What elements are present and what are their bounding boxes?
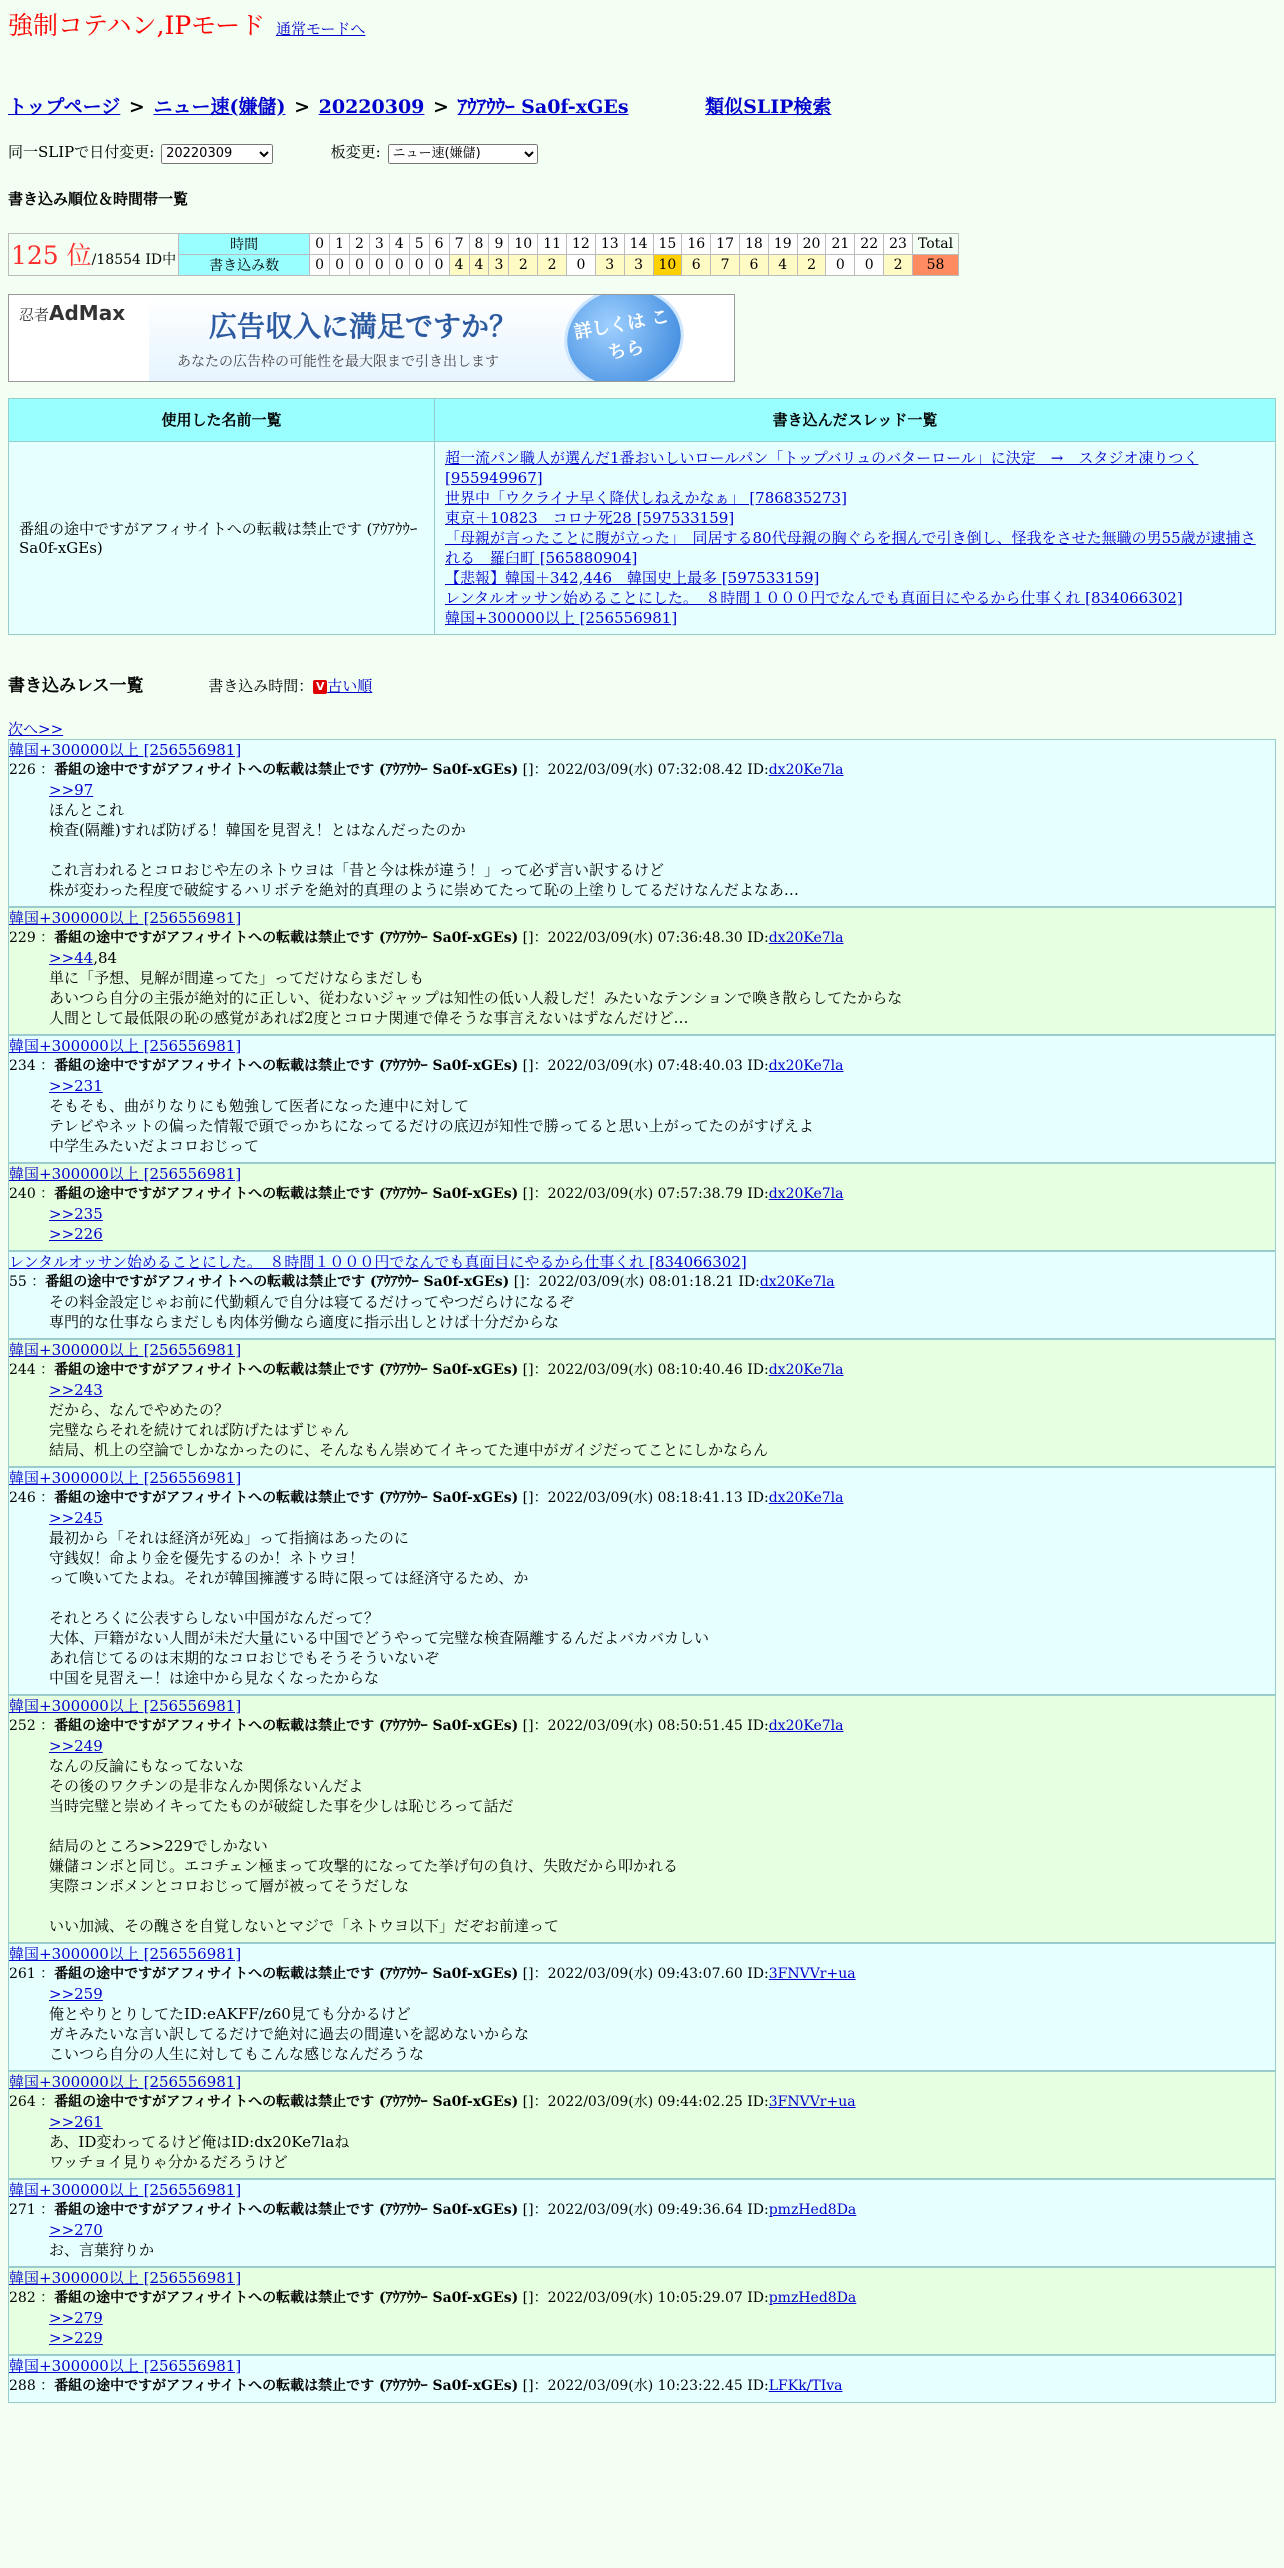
post-number: 55 [9,1273,27,1290]
used-name-cell: 番組の途中ですがアフィサイトへの転載は禁止です (ｱｳｱｳｳｰ Sa0f-xGEs) [9,441,435,634]
thread-link[interactable]: 【悲報】韓国＋342,446 韓国史上最多 [597533159] [445,568,820,587]
count-cell: 4 [768,254,797,275]
post-meta: []：2022/03/09(水) 07:32:08.42 ID: [522,761,769,778]
post-meta: []：2022/03/09(水) 08:01:18.21 ID: [513,1273,760,1290]
count-cell: 6 [682,254,711,275]
post [8,1251,1276,1339]
normal-mode-link[interactable]: 通常モードへ [275,20,366,38]
count-cell: 3 [489,254,509,275]
post-thread-link[interactable]: 韓国+300000以上 [256556981] [9,740,242,759]
post-thread-link[interactable]: 韓国+300000以上 [256556981] [9,1164,242,1183]
post-number: 229 [9,929,36,946]
rank-cell [9,233,179,275]
post-header: 271 ：番組の途中ですがアフィサイトへの転載は禁止です (ｱｳｱｳｳｰ Sa0f-xGEs) []：2022/03/09(水) 09:49:36.64 ID:pmzHed8Da [9,2201,857,2218]
post-thread-link[interactable]: 韓国+300000以上 [256556981] [9,2356,242,2375]
hour-cell: 21 [826,233,855,254]
post-text: そもそも、曲がりなりにも勉強して医者になった連中に対して テレビやネットの偏った情報で頭でっかちになってるだけの底辺が知性で勝ってると思い上がってたのがすげえよ 中学生みたいだよコロおじって [49,1096,814,1155]
count-cell: 2 [509,254,538,275]
hour-cell: 9 [489,233,509,254]
post-author: 番組の途中ですがアフィサイトへの転載は禁止です (ｱｳｱｳｳｰ Sa0f-xGEs) [54,2289,519,2306]
ad-headline: 広告収入に満足ですか？ [209,309,518,343]
post-id-link[interactable]: dx20Ke7la [768,761,844,778]
post-id-link[interactable]: dx20Ke7la [759,1273,835,1290]
date-select[interactable] [161,144,273,164]
hour-cell: 20 [797,233,826,254]
count-cell: 4 [469,254,489,275]
post-author: 番組の途中ですがアフィサイトへの転載は禁止です (ｱｳｱｳｳｰ Sa0f-xGEs) [45,1273,510,1290]
count-cell: 6 [739,254,768,275]
old-order-link[interactable]: 古い順 [327,676,373,695]
ranking-heading: 書き込み順位＆時間帯一覧 [8,189,189,208]
count-row-label: 書き込み数 [179,254,310,275]
post-id-link[interactable]: pmzHed8Da [768,2201,857,2218]
hour-cell: 1 [330,233,350,254]
breadcrumb-separator: > [294,96,310,118]
breadcrumb [8,92,1276,119]
post [8,739,1276,907]
post-body [9,1380,1275,1460]
breadcrumb-separator: > [128,96,145,118]
post-header: 229 ：番組の途中ですがアフィサイトへの転載は禁止です (ｱｳｱｳｳｰ Sa0f-xGEs) []：2022/03/09(水) 07:36:48.30 ID:dx20Ke7la [9,929,844,946]
count-cell: 0 [429,254,449,275]
hour-cell: 4 [389,233,409,254]
count-cell: 0 [349,254,369,275]
post-header: 240 ：番組の途中ですがアフィサイトへの転載は禁止です (ｱｳｱｳｳｰ Sa0f-xGEs) []：2022/03/09(水) 07:57:38.79 ID:dx20Ke7la [9,1185,844,1202]
hour-cell: 11 [538,233,567,254]
hour-cell: 2 [349,233,369,254]
post-anchor-link[interactable]: >>44 [49,948,94,967]
sort-time-label: 書き込み時間： [208,676,314,695]
hour-cell: 10 [509,233,538,254]
next-page-row [8,718,1276,739]
post-text: あ、ID変わってるけど俺はID:dx20Ke7laね ワッチョイ見りゃ分かるだろうけど [49,2132,350,2171]
count-cell: 2 [538,254,567,275]
post-meta: []：2022/03/09(水) 09:49:36.64 ID: [522,2201,769,2218]
post-text: ほんとこれ 検査(隔離)すれば防げる！韓国を見習え！とはなんだったのか これ言われるとコロおじや左のネトウヨは「昔と今は株が違う！」って必ず言い訳するけど 株が変わった程度で破綻するハリボテを絶対的真理のように崇めてたって恥の上塗りしてるだけなんだよなあ… [49,800,799,899]
post-header: 234 ：番組の途中ですがアフィサイトへの転載は禁止です (ｱｳｱｳｳｰ Sa0f-xGEs) []：2022/03/09(水) 07:48:40.03 ID:dx20Ke7la [9,1057,844,1074]
post-author: 番組の途中ですがアフィサイトへの転載は禁止です (ｱｳｱｳｳｰ Sa0f-xGEs) [54,1965,519,1982]
post-thread-link[interactable]: 韓国+300000以上 [256556981] [9,2268,242,2287]
page-title: 強制コテハン,IPモード [8,11,266,40]
breadcrumb-date-link[interactable]: 20220309 [318,96,425,118]
hour-cell: 19 [768,233,797,254]
count-cell: 3 [624,254,653,275]
breadcrumb-slip-link[interactable]: ｱｳｱｳｳｰ Sa0f-xGEs [457,96,629,118]
hour-cell: 7 [449,233,469,254]
post-author: 番組の途中ですがアフィサイトへの転載は禁止です (ｱｳｱｳｳｰ Sa0f-xGEs) [54,761,519,778]
post-body [9,2308,1275,2348]
board-select-label: 板変更: [330,143,381,161]
post-id-link[interactable]: dx20Ke7la [768,1489,844,1506]
hour-cell: 12 [567,233,596,254]
post-body [9,1292,1275,1332]
post-anchor-extra: ,84 [93,948,118,967]
post-thread-link[interactable]: 韓国+300000以上 [256556981] [9,908,242,927]
title-row [8,6,1276,46]
post [8,2071,1276,2179]
post [8,1163,1276,1251]
post [8,1695,1276,1943]
time-row-label: 時間 [179,233,310,254]
post-id-link[interactable]: 3FNVVr+ua [768,1965,856,1982]
count-cell: 0 [409,254,429,275]
count-cell: 0 [389,254,409,275]
count-cell: 2 [884,254,913,275]
post-meta: []：2022/03/09(水) 09:43:07.60 ID: [522,1965,769,1982]
hour-cell: 18 [739,233,768,254]
count-cell: 0 [855,254,884,275]
hour-cell: 23 [884,233,913,254]
count-cell: 2 [797,254,826,275]
post-id-link[interactable]: dx20Ke7la [768,1717,844,1734]
post-meta: []：2022/03/09(水) 08:18:41.13 ID: [522,1489,769,1506]
post-text-link[interactable]: >>226 [49,1224,103,1243]
post-body [9,1984,1275,2064]
post-body [9,2112,1275,2172]
post-author: 番組の途中ですがアフィサイトへの転載は禁止です (ｱｳｱｳｳｰ Sa0f-xGEs) [54,1717,519,1734]
post-number: 234 [9,1057,36,1074]
count-cell: 4 [449,254,469,275]
count-cell: 0 [310,254,330,275]
count-cell: 0 [826,254,855,275]
post-text: 単に「予想、見解が間違ってた」ってだけならまだしも あいつら自分の主張が絶対的に正しい、従わないジャップは知性の低い人殺しだ！みたいなテンションで喚き散らしてたからな 人間として最低限の恥の感覚があれば2度とコロナ関連で偉そうな事言えないはずなんだけど… [49,968,903,1027]
post-meta: []：2022/03/09(水) 08:10:40.46 ID: [522,1361,769,1378]
post-text: 俺とやりとりしてたID:eAKFF/z60見ても分かるけど ガキみたいな言い訳してるだけで絶対に過去の間違いを認めないからな こいつら自分の人生に対してもこんな感じなんだろうな [49,2004,530,2063]
post-header: 282 ：番組の途中ですがアフィサイトへの転載は禁止です (ｱｳｱｳｳｰ Sa0f-xGEs) []：2022/03/09(水) 10:05:29.07 ID:pmzHed8Da [9,2289,857,2306]
post-number: 240 [9,1185,36,1202]
post-text: お、言葉狩りか [49,2240,155,2259]
post-thread-link[interactable]: 韓国+300000以上 [256556981] [9,2180,242,2199]
breadcrumb-top-link[interactable]: トップページ [8,96,121,118]
count-cell: 0 [330,254,350,275]
ad-details-button[interactable]: 詳しくは こちら [556,294,692,382]
thread-link[interactable]: レンタルオッサン始めることにした。 ８時間１０００円でなんでも真面目にやるから仕事くれ [834066302] [445,588,1183,607]
post-number: 252 [9,1717,36,1734]
total-count-cell: 58 [912,254,958,275]
post-text: なんの反論にもなってないな その後のワクチンの是非なんか関係ないんだよ 当時完璧と崇めイキってたものが破綻した事を少しは恥じろって話だ 結局のところ>>229でしかない 嫌儲コンボと同じ。エコチェン極まって攻撃的になってた挙げ句の負け、失敗だから叩かれる 実際コンボメンとコロおじって層が被ってそうだしな いい加減、その醜さを自覚しないとマジで「ネトウヨ以下」だぞお前達って [49,1756,678,1935]
post-author: 番組の途中ですがアフィサイトへの転載は禁止です (ｱｳｱｳｳｰ Sa0f-xGEs) [54,2093,519,2110]
post-meta: []：2022/03/09(水) 10:23:22.45 ID: [522,2377,769,2394]
post-text: だから、なんでやめたの？ 完璧ならそれを続けてれば防げたはずじゃん 結局、机上の空論でしかなかったのに、そんなもん崇めてイキってた連中がガイジだってことにしかならん [49,1400,769,1459]
thread-link[interactable]: 世界中「ウクライナ早く降伏しねえかなぁ」 [786835273] [445,488,847,507]
hour-cell: 17 [711,233,740,254]
post-number: 288 [9,2377,36,2394]
post-anchor-link[interactable]: >>279 [49,2308,103,2327]
post-anchor-link[interactable]: >>235 [49,1204,103,1223]
post-id-link[interactable]: pmzHed8Da [768,2289,857,2306]
threads-cell [435,441,1276,634]
ad-logo-main: AdMax [49,300,126,325]
post-text: 最初から「それは経済が死ぬ」って指摘はあったのに 守銭奴！命より金を優先するのか！ネトウヨ！ って喚いてたよね。それが韓国擁護する時に限っては経済守るため、か それとろくに公表すらしない中国がなんだって？ 大体、戸籍がない人間が未だ大量にいる中国でどうやって完璧な検査隔離するんだよバカバカしい あれ信じてるのは末期的なコロおじでもそうそういないぞ 中国を見習えー！は途中から見なくなったからな [49,1528,710,1687]
thread-link[interactable]: 超一流パン職人が選んだ1番おいしいロールパン「トップバリュのバターロール」に決定 → スタジオ凍りつく [955949967] [445,448,1199,487]
post-thread-link[interactable]: 韓国+300000以上 [256556981] [9,1696,242,1715]
responses-header [8,671,1276,696]
post-header: 261 ：番組の途中ですがアフィサイトへの転載は禁止です (ｱｳｱｳｳｰ Sa0f-xGEs) []：2022/03/09(水) 09:43:07.60 ID:3FNVVr+ua [9,1965,856,1982]
post [8,1339,1276,1467]
post-author: 番組の途中ですがアフィサイトへの転載は禁止です (ｱｳｱｳｳｰ Sa0f-xGEs) [54,1361,519,1378]
hour-cell: 16 [682,233,711,254]
post-author: 番組の途中ですがアフィサイトへの転載は禁止です (ｱｳｱｳｳｰ Sa0f-xGEs) [54,1057,519,1074]
breadcrumb-separator: > [433,96,449,118]
post-thread-link[interactable]: 韓国+300000以上 [256556981] [9,1036,242,1055]
hour-cell: 3 [369,233,389,254]
post-meta: []：2022/03/09(水) 09:44:02.25 ID: [522,2093,769,2110]
post-header: 288 ：番組の途中ですがアフィサイトへの転載は禁止です (ｱｳｱｳｳｰ Sa0f-xGEs) []：2022/03/09(水) 10:23:22.45 ID:LFKk/TIva [9,2377,843,2394]
post-body [9,780,1275,900]
post-number: 226 [9,761,36,778]
post [8,1467,1276,1695]
post-meta: []：2022/03/09(水) 08:50:51.45 ID: [522,1717,769,1734]
post-meta: []：2022/03/09(水) 07:57:38.79 ID: [522,1185,769,1202]
post-meta: []：2022/03/09(水) 07:48:40.03 ID: [522,1057,769,1074]
post-id-link[interactable]: dx20Ke7la [768,1057,844,1074]
thread-link[interactable]: 韓国+300000以上 [256556981] [445,608,678,627]
post-body [9,948,1275,1028]
hour-cell: 22 [855,233,884,254]
post-thread-link[interactable]: レンタルオッサン始めることにした。 ８時間１０００円でなんでも真面目にやるから仕事くれ [834066302] [9,1252,747,1271]
hourly-table [8,233,959,276]
post-number: 271 [9,2201,36,2218]
count-cell: 0 [369,254,389,275]
threads-column-header: 書き込んだスレッド一覧 [435,398,1276,441]
board-select[interactable] [388,144,538,164]
post-text-link[interactable]: >>229 [49,2328,103,2347]
post-author: 番組の途中ですがアフィサイトへの転載は禁止です (ｱｳｱｳｳｰ Sa0f-xGEs) [54,2201,519,2218]
post-header: 246 ：番組の途中ですがアフィサイトへの転載は禁止です (ｱｳｱｳｳｰ Sa0f-xGEs) []：2022/03/09(水) 08:18:41.13 ID:dx20Ke7la [9,1489,844,1506]
post-body [9,1736,1275,1936]
breadcrumb-board-link[interactable]: ニュー速(嫌儲) [153,96,286,118]
post [8,2267,1276,2355]
post-author: 番組の途中ですがアフィサイトへの転載は禁止です (ｱｳｱｳｳｰ Sa0f-xGEs) [54,1489,519,1506]
count-cell: 0 [567,254,596,275]
thread-link[interactable]: 東京＋10823 コロナ死28 [597533159] [445,508,735,527]
post-id-link[interactable]: 3FNVVr+ua [768,2093,856,2110]
post-anchor-link[interactable]: >>259 [49,1984,103,2003]
thread-link[interactable]: 「母親が言ったことに腹が立った」 同居する80代母親の胸ぐらを掴んで引き倒し、怪我をさせた無職の男55歳が逮捕される 羅臼町 [565880904] [445,528,1256,567]
sort-icon: V [313,680,327,694]
hour-cell: 14 [624,233,653,254]
ad-logo [19,301,125,325]
hour-cell: 5 [409,233,429,254]
post-number: 246 [9,1489,36,1506]
post-text: その料金設定じゃお前に代勤頼んで自分は寝てるだけってやつだらけになるぞ 専門的な仕事ならまだしも肉体労働なら適度に指示出しとけば十分だからな [49,1292,575,1331]
post [8,1035,1276,1163]
responses-heading: 書き込みレス一覧 [8,675,144,696]
post-header: 244 ：番組の途中ですがアフィサイトへの転載は禁止です (ｱｳｱｳｳｰ Sa0f-xGEs) []：2022/03/09(水) 08:10:40.46 ID:dx20Ke7la [9,1361,844,1378]
hour-cell: 13 [595,233,624,254]
rank-total: /18554 ID中 [91,252,177,268]
post-anchor-link[interactable]: >>243 [49,1380,103,1399]
hour-cell: 8 [469,233,489,254]
post-meta: []：2022/03/09(水) 07:36:48.30 ID: [522,929,769,946]
post-header: 264 ：番組の途中ですがアフィサイトへの転載は禁止です (ｱｳｱｳｳｰ Sa0f-xGEs) []：2022/03/09(水) 09:44:02.25 ID:3FNVVr+ua [9,2093,856,2110]
post-number: 282 [9,2289,36,2306]
selectors-row [8,141,1276,164]
post-author: 番組の途中ですがアフィサイトへの転載は禁止です (ｱｳｱｳｳｰ Sa0f-xGEs) [54,1185,519,1202]
post-anchor-link[interactable]: >>97 [49,780,94,799]
post-anchor-link[interactable]: >>249 [49,1736,103,1755]
post-number: 261 [9,1965,36,1982]
post-body [9,1508,1275,1688]
post-number: 244 [9,1361,36,1378]
post [8,2355,1276,2403]
count-cell: 3 [595,254,624,275]
post-id-link[interactable]: dx20Ke7la [768,929,844,946]
similar-slip-search-link[interactable]: 類似SLIP検索 [705,96,832,118]
post [8,2179,1276,2267]
post-anchor-link[interactable]: >>270 [49,2220,103,2239]
post [8,907,1276,1035]
next-page-link[interactable]: 次へ>> [8,719,64,738]
hour-cell: 6 [429,233,449,254]
hour-cell: 15 [653,233,682,254]
post [8,1943,1276,2071]
post-header: 226 ：番組の途中ですがアフィサイトへの転載は禁止です (ｱｳｱｳｳｰ Sa0f-xGEs) []：2022/03/09(水) 07:32:08.42 ID:dx20Ke7la [9,761,844,778]
post-id-link[interactable]: dx20Ke7la [768,1185,844,1202]
post-header: 55 ：番組の途中ですがアフィサイトへの転載は禁止です (ｱｳｱｳｳｰ Sa0f-xGEs) []：2022/03/09(水) 08:01:18.21 ID:dx20Ke7la [9,1273,835,1290]
post-thread-link[interactable]: 韓国+300000以上 [256556981] [9,1468,242,1487]
post-body [9,2220,1275,2260]
post-anchor-link[interactable]: >>245 [49,1508,103,1527]
date-select-label: 同一SLIPで日付変更: [8,143,155,161]
count-cell: 10 [653,254,682,275]
rank-number: 125 位 [11,241,92,270]
total-header-cell: Total [912,233,958,254]
names-threads-table [8,398,1276,635]
ad-logo-small: 忍者 [19,305,50,324]
post-meta: []：2022/03/09(水) 10:05:29.07 ID: [522,2289,769,2306]
post-body [9,1204,1275,1244]
post-anchor-link[interactable]: >>261 [49,2112,103,2131]
ad-banner[interactable] [8,294,735,382]
post-thread-link[interactable]: 韓国+300000以上 [256556981] [9,2072,242,2091]
count-cell: 7 [711,254,740,275]
post-header: 252 ：番組の途中ですがアフィサイトへの転載は禁止です (ｱｳｱｳｳｰ Sa0f-xGEs) []：2022/03/09(水) 08:50:51.45 ID:dx20Ke7la [9,1717,844,1734]
posts-list [8,739,1276,2403]
post-number: 264 [9,2093,36,2110]
post-anchor-link[interactable]: >>231 [49,1076,103,1095]
post-author: 番組の途中ですがアフィサイトへの転載は禁止です (ｱｳｱｳｳｰ Sa0f-xGEs) [54,929,519,946]
post-id-link[interactable]: dx20Ke7la [768,1361,844,1378]
post-author: 番組の途中ですがアフィサイトへの転載は禁止です (ｱｳｱｳｳｰ Sa0f-xGEs) [54,2377,519,2394]
post-thread-link[interactable]: 韓国+300000以上 [256556981] [9,1340,242,1359]
names-column-header: 使用した名前一覧 [9,398,435,441]
post-id-link[interactable]: LFKk/TIva [768,2377,843,2394]
hour-cell: 0 [310,233,330,254]
post-body [9,1076,1275,1156]
post-thread-link[interactable]: 韓国+300000以上 [256556981] [9,1944,242,1963]
ad-subtext: あなたの広告枠の可能性を最大限まで引き出します [177,353,499,370]
